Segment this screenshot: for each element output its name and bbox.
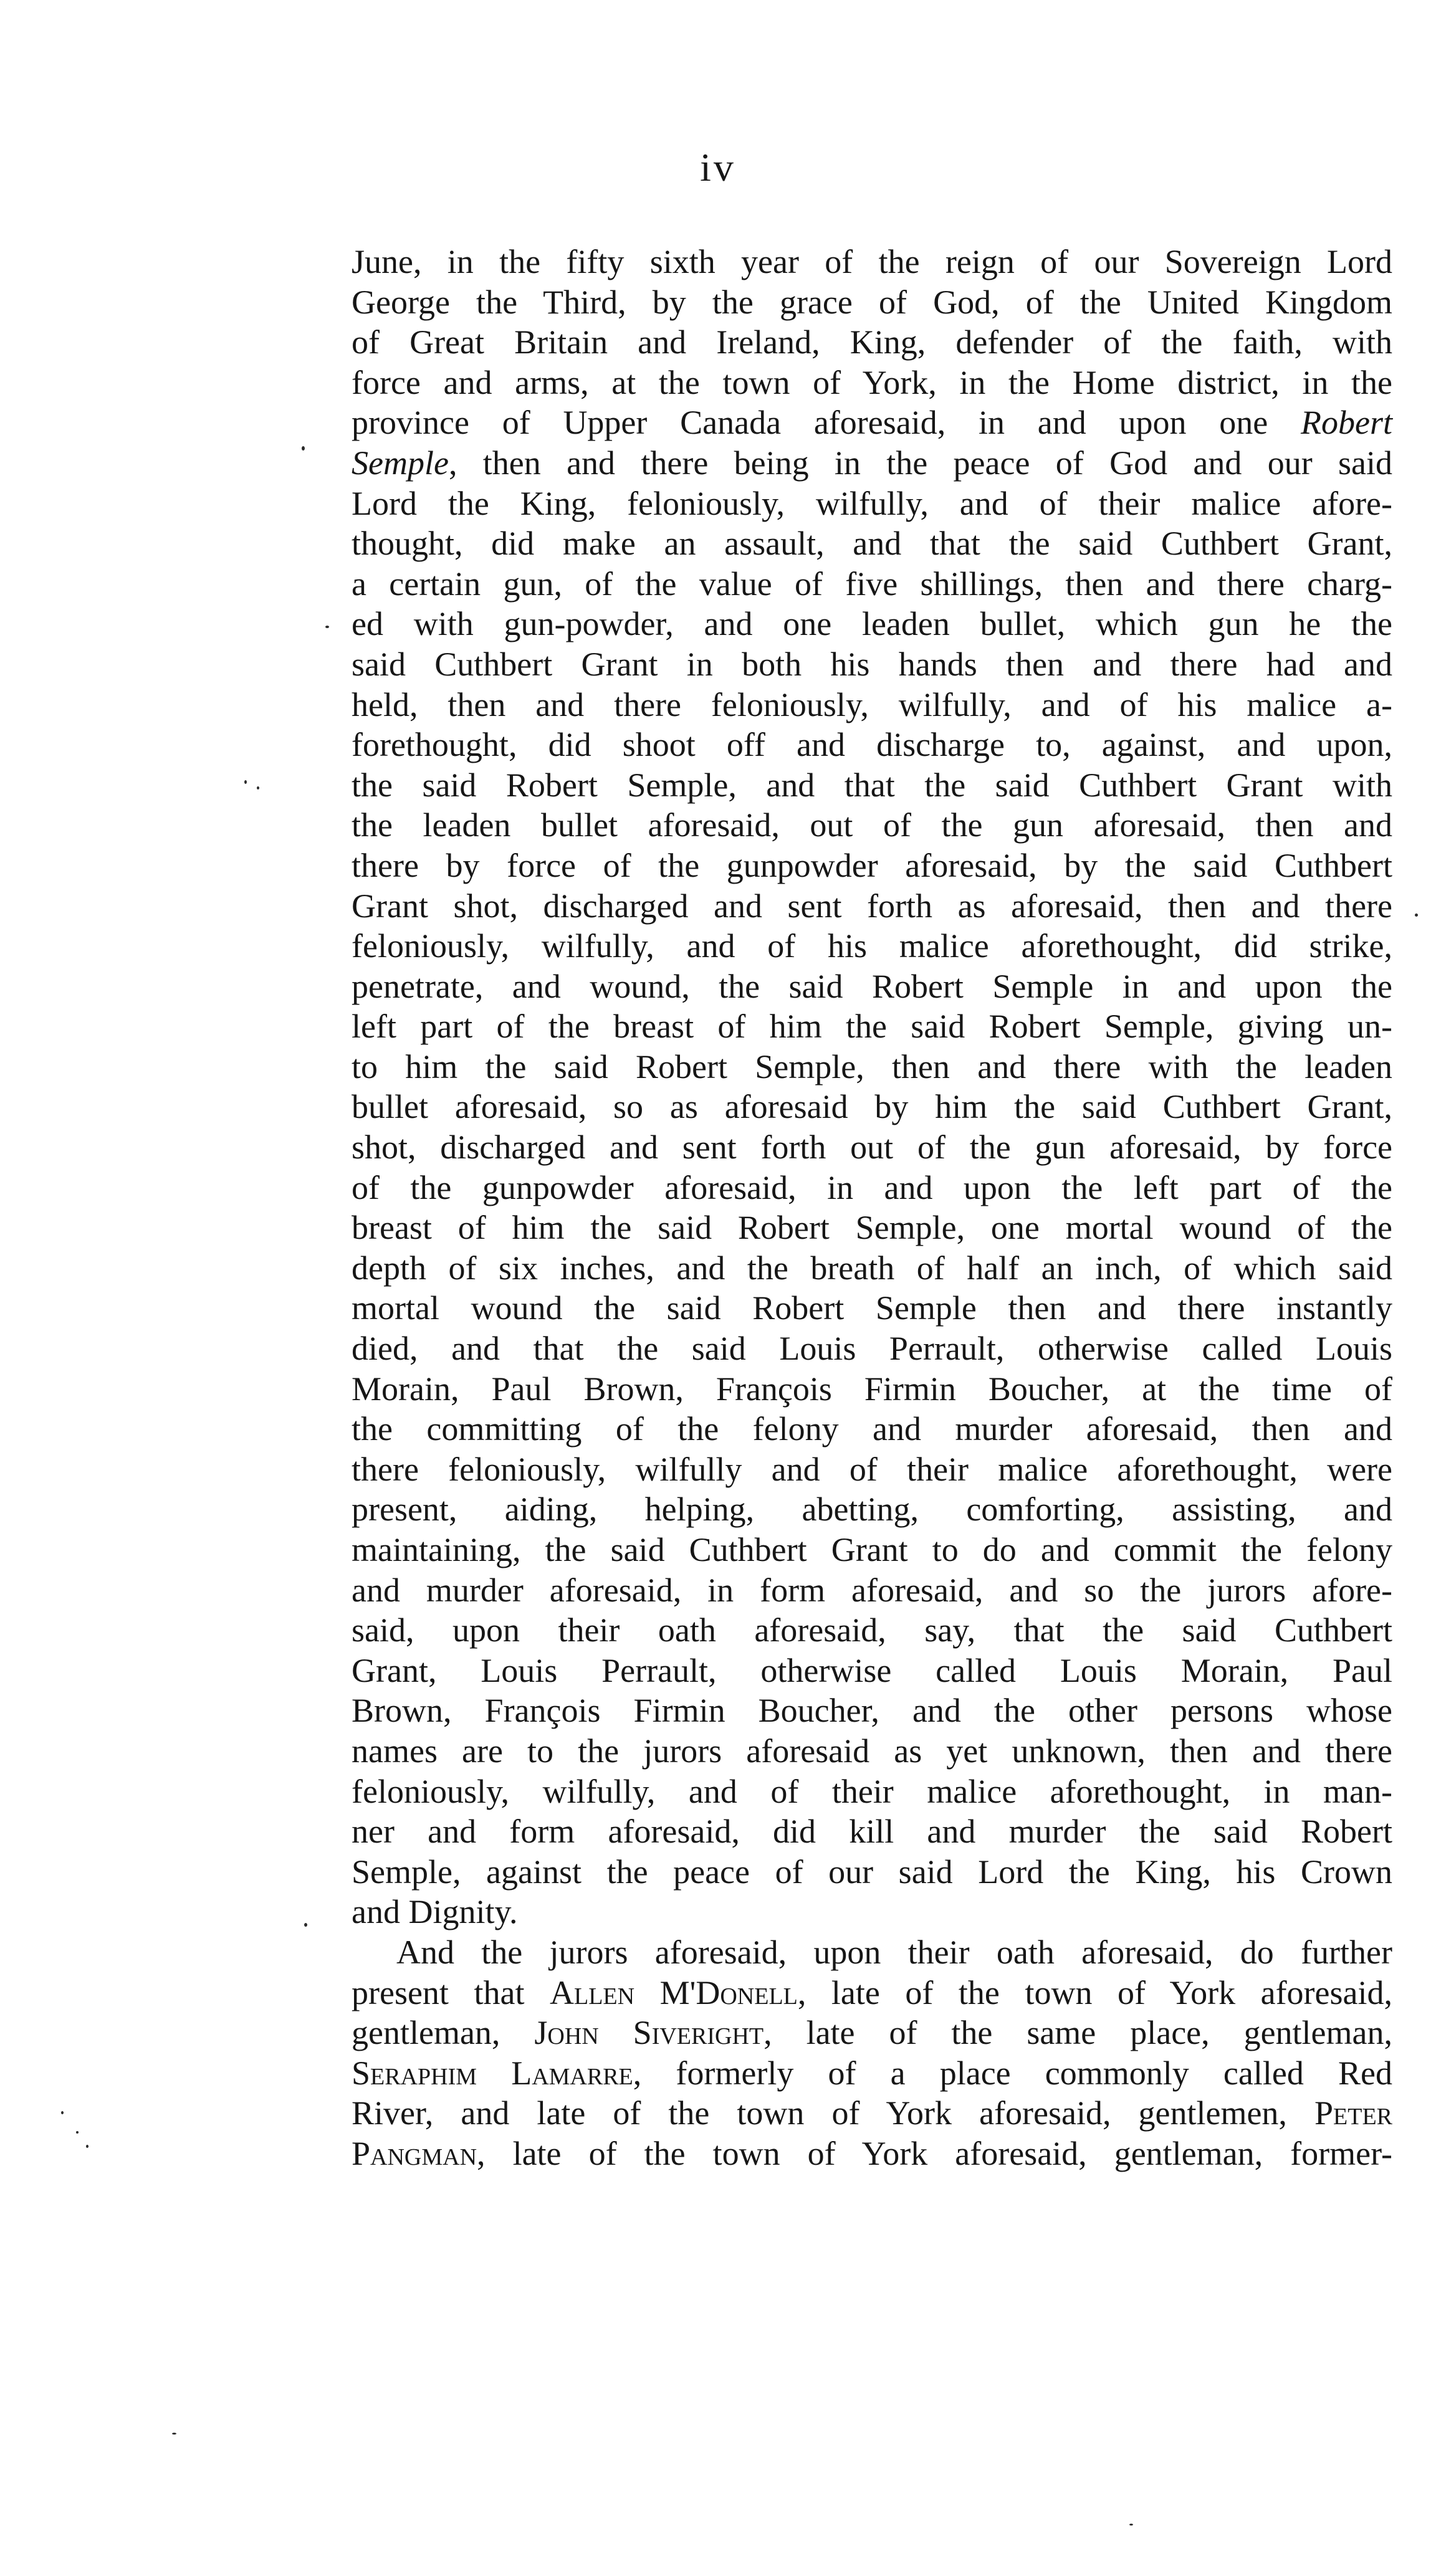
text-line: penetrate, and wound, the said Robert Semple in and upon the bbox=[352, 967, 1392, 1005]
text-line: there by force of the gunpowder aforesaid, by the said Cuthbert bbox=[352, 846, 1392, 884]
margin-speck bbox=[61, 2111, 64, 2114]
text-line: the said Robert Semple, and that the said Cuthbert Grant with bbox=[352, 766, 1392, 804]
text-line: died, and that the said Louis Perrault, otherwise called Louis bbox=[352, 1330, 1392, 1368]
margin-speck bbox=[244, 780, 247, 784]
text-line: Lord the King, feloniously, wilfully, and of their malice afore- bbox=[352, 484, 1392, 522]
text-line: left part of the breast of him the said Robert Semple, giving un- bbox=[352, 1008, 1392, 1046]
text-line: mortal wound the said Robert Semple then and there instantly bbox=[352, 1289, 1392, 1327]
text-line: said Cuthbert Grant in both his hands then and there had and bbox=[352, 645, 1392, 683]
margin-speck bbox=[86, 2145, 89, 2148]
margin-speck bbox=[76, 2131, 79, 2134]
text-line: Grant shot, discharged and sent forth as aforesaid, then and there bbox=[352, 887, 1392, 925]
text-line: June, in the fifty sixth year of the reign of our Sovereign Lord bbox=[352, 243, 1392, 280]
text-line: of the gunpowder aforesaid, in and upon the left part of the bbox=[352, 1168, 1392, 1206]
text-line: Brown, François Firmin Boucher, and the other persons whose bbox=[352, 1692, 1392, 1730]
text-line: breast of him the said Robert Semple, one mortal wound of the bbox=[352, 1209, 1392, 1247]
text-line: to him the said Robert Semple, then and there with the leaden bbox=[352, 1047, 1392, 1085]
text-line: said, upon their oath aforesaid, say, that the said Cuthbert bbox=[352, 1611, 1392, 1649]
margin-speck bbox=[172, 2433, 176, 2435]
text-line: Morain, Paul Brown, François Firmin Boucher, at the time of bbox=[352, 1370, 1392, 1408]
small-caps-name: Seraphim Lamarre bbox=[352, 2054, 633, 2092]
text-line: shot, discharged and sent forth out of the gun aforesaid, by force bbox=[352, 1128, 1392, 1166]
text-line: ed with gun-powder, and one leaden bullet, which gun he the bbox=[352, 605, 1392, 643]
text-line: River, and late of the town of York aforesaid, gentlemen, Peter bbox=[352, 2094, 1392, 2132]
text-line: George the Third, by the grace of God, of the United Kingdom bbox=[352, 283, 1392, 321]
text-line: present, aiding, helping, abetting, comforting, assisting, and bbox=[352, 1491, 1392, 1529]
small-caps-name: John Siveright bbox=[534, 2014, 764, 2052]
text-line: ner and form aforesaid, did kill and murder the said Robert bbox=[352, 1813, 1392, 1851]
margin-speck bbox=[257, 786, 259, 789]
body-text bbox=[352, 242, 1392, 2174]
page-number: iv bbox=[700, 145, 736, 189]
margin-speck bbox=[304, 1923, 307, 1927]
small-caps-name: Allen M'Donell bbox=[550, 1973, 798, 2011]
text-line: thought, did make an assault, and that the said Cuthbert Grant, bbox=[352, 525, 1392, 563]
text-line: there feloniously, wilfully and of their malice aforethought, were bbox=[352, 1450, 1392, 1488]
margin-speck bbox=[1415, 914, 1418, 917]
margin-speck bbox=[1129, 2524, 1133, 2526]
text-line: forethought, did shoot off and discharge to, against, and upon, bbox=[352, 726, 1392, 764]
small-caps-name: Peter bbox=[1314, 2094, 1392, 2132]
margin-speck bbox=[325, 626, 329, 628]
text-line: Grant, Louis Perrault, otherwise called Louis Morain, Paul bbox=[352, 1651, 1392, 1689]
text-line: feloniously, wilfully, and of their malice aforethought, in man- bbox=[352, 1772, 1392, 1810]
text-line: force and arms, at the town of York, in the Home district, in the bbox=[352, 363, 1392, 401]
text-line: feloniously, wilfully, and of his malice aforethought, did strike, bbox=[352, 927, 1392, 965]
paragraph-end-line: and Dignity. bbox=[352, 1893, 518, 1931]
italic-name: Semple bbox=[352, 444, 449, 482]
text-line: Semple, against the peace of our said Lord the King, his Crown bbox=[352, 1853, 1392, 1891]
paragraph-start-line: And the jurors aforesaid, upon their oath aforesaid, do further bbox=[396, 1933, 1392, 1971]
text-line: the leaden bullet aforesaid, out of the gun aforesaid, then and bbox=[352, 806, 1392, 844]
text-line: gentleman, John Siveright, late of the same place, gentleman, bbox=[352, 2014, 1392, 2052]
text-line: Pangman, late of the town of York aforesaid, gentleman, former- bbox=[352, 2134, 1392, 2172]
text-line: the committing of the felony and murder aforesaid, then and bbox=[352, 1410, 1392, 1448]
text-line: maintaining, the said Cuthbert Grant to do and commit the felony bbox=[352, 1531, 1392, 1568]
text-line: Semple, then and there being in the peace of God and our said bbox=[352, 444, 1392, 482]
text-line: present that Allen M'Donell, late of the town of York aforesaid, bbox=[352, 1973, 1392, 2011]
text-line: a certain gun, of the value of five shillings, then and there charg- bbox=[352, 565, 1392, 603]
small-caps-name: Pangman bbox=[352, 2134, 477, 2172]
text-line: names are to the jurors aforesaid as yet unknown, then and there bbox=[352, 1732, 1392, 1770]
margin-speck bbox=[302, 446, 305, 451]
text-line: depth of six inches, and the breath of half an inch, of which said bbox=[352, 1249, 1392, 1287]
text-line: of Great Britain and Ireland, King, defender of the faith, with bbox=[352, 323, 1392, 361]
italic-name: Robert bbox=[1301, 404, 1392, 442]
text-line: bullet aforesaid, so as aforesaid by him the said Cuthbert Grant, bbox=[352, 1088, 1392, 1126]
text-line: and murder aforesaid, in form aforesaid, and so the jurors afore- bbox=[352, 1571, 1392, 1609]
text-line: Seraphim Lamarre, formerly of a place commonly called Red bbox=[352, 2054, 1392, 2092]
text-line: held, then and there feloniously, wilfully, and of his malice a- bbox=[352, 685, 1392, 723]
text-line: province of Upper Canada aforesaid, in and upon one Robert bbox=[352, 404, 1392, 442]
